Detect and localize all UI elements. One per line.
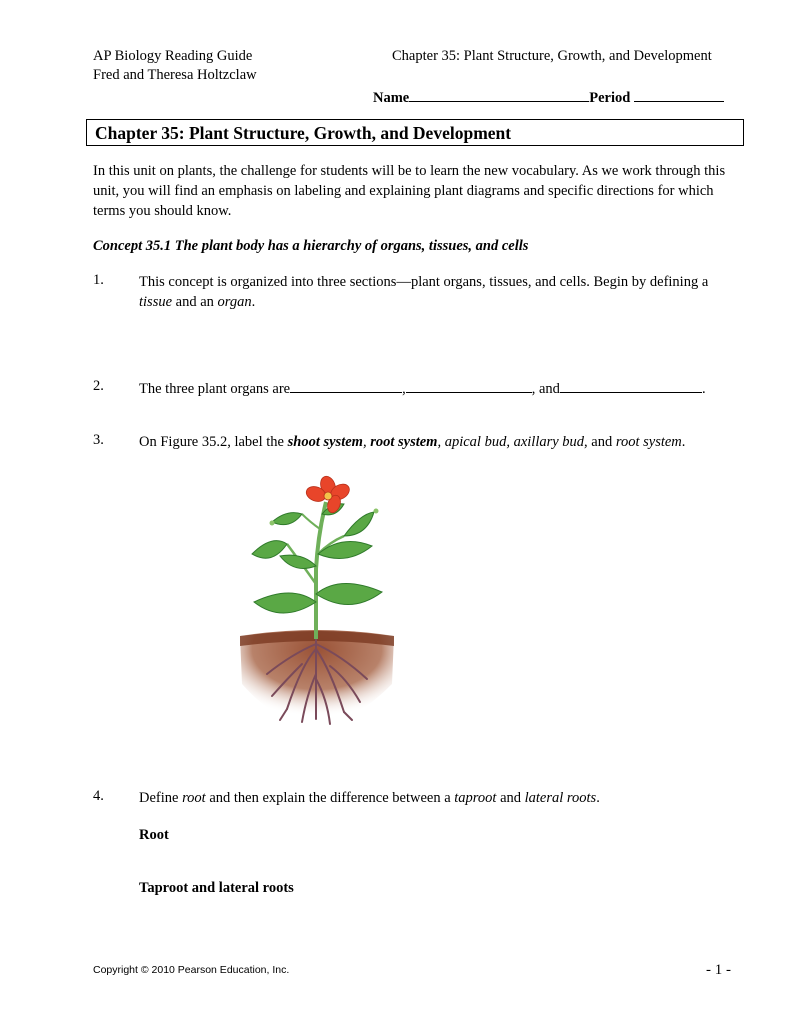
q4-term-lateral: lateral roots — [524, 790, 597, 806]
q2-blank-2[interactable] — [406, 378, 532, 393]
q2-blank-3[interactable] — [560, 378, 702, 393]
q3-term-root-system: root system — [615, 434, 682, 450]
chapter-title-box — [86, 119, 744, 146]
concept-heading: Concept 35.1 The plant body has a hierarchy of organs, tissues, and cells — [93, 238, 529, 254]
q1-term-tissue: tissue — [139, 294, 173, 310]
q2-blank-1[interactable] — [290, 378, 402, 393]
axillary-bud — [270, 521, 275, 526]
header-guide-title: AP Biology Reading Guide — [93, 48, 253, 64]
name-period-line — [373, 87, 724, 107]
page-number: - 1 - — [706, 962, 731, 978]
q2-number: 2. — [93, 378, 104, 394]
flower — [304, 474, 352, 514]
q3-term-root: root system — [370, 434, 438, 450]
q4-number: 4. — [93, 788, 104, 804]
header-authors: Fred and Theresa Holtzclaw — [93, 67, 257, 83]
period-blank[interactable] — [634, 87, 724, 102]
copyright: Copyright © 2010 Pearson Education, Inc. — [93, 964, 290, 976]
q4-sub-root: Root — [139, 827, 169, 843]
q4-term-root: root — [182, 790, 206, 806]
period-label: Period — [589, 90, 631, 106]
q3-term-buds: apical bud, axillary bud — [444, 434, 585, 450]
name-label: Name — [373, 90, 410, 106]
q4-sub-taproot: Taproot and lateral roots — [139, 880, 294, 896]
name-blank[interactable] — [409, 87, 589, 102]
header-chapter: Chapter 35: Plant Structure, Growth, and Development — [392, 48, 712, 64]
q3-term-shoot: shoot system — [287, 434, 363, 450]
q3-number: 3. — [93, 432, 104, 448]
q1-term-organ: organ — [217, 294, 252, 310]
q1-text: This concept is organized into three sections—plant organs, tissues, and cells. Begin by defining a tissue and an organ. — [139, 274, 709, 310]
chapter-title: Chapter 35: Plant Structure, Growth, and Development — [95, 123, 512, 143]
q4-term-taproot: taproot — [454, 790, 497, 806]
q4-text: Define root and then explain the difference between a taproot and lateral roots. — [139, 790, 600, 806]
plant-figure — [232, 474, 402, 730]
stem — [316, 502, 326, 639]
q2-text: The three plant organs are , , and . — [139, 378, 739, 399]
intro-paragraph: In this unit on plants, the challenge for students will be to learn the new vocabulary. As we work through this unit, you will find an emphasis on labeling and explaining plant diagrams and specific directions for which terms you should know. — [93, 163, 726, 219]
q3-text: On Figure 35.2, label the shoot system, root system, apical bud, axillary bud, and root system. — [139, 434, 686, 450]
apical-bud — [374, 509, 379, 514]
q1-number: 1. — [93, 272, 104, 288]
